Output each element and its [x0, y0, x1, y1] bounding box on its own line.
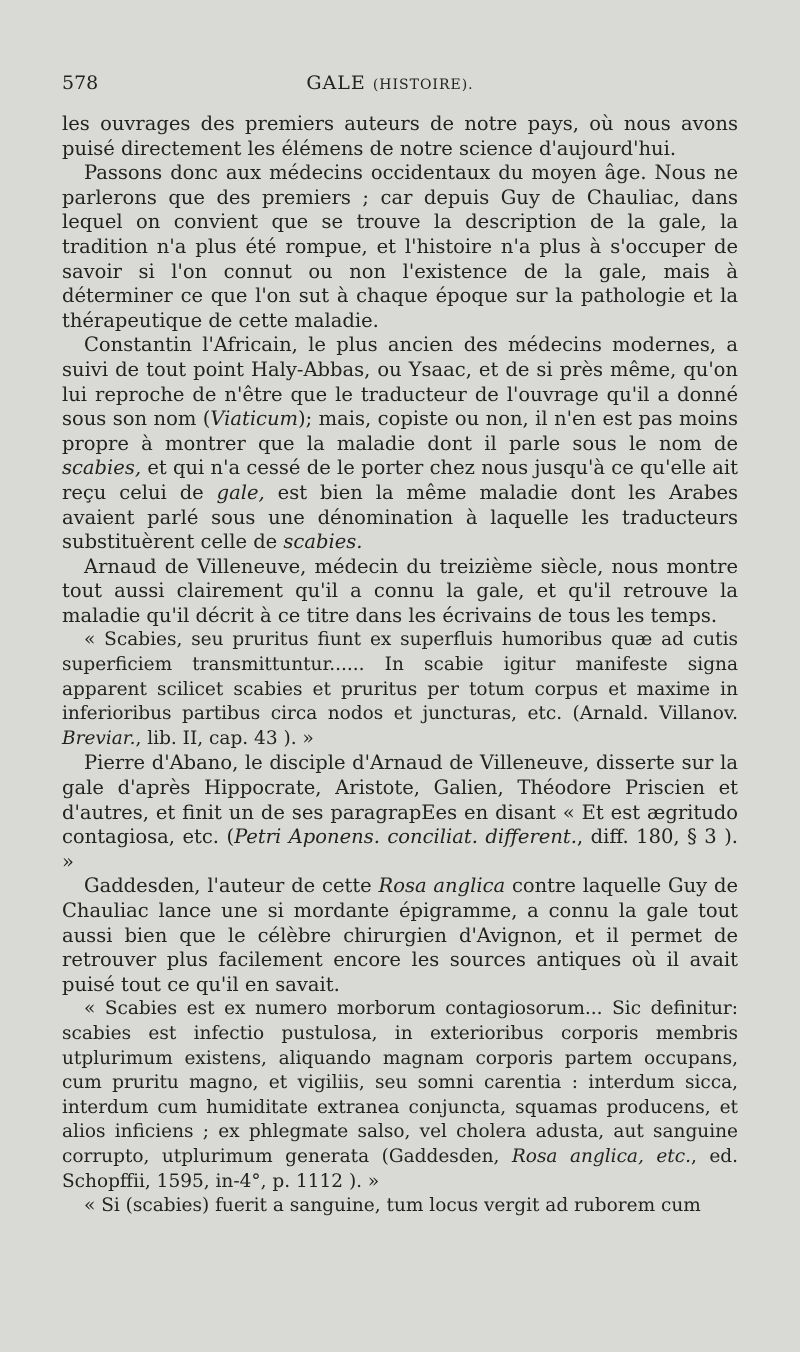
paragraph-7: [62, 874, 738, 997]
paragraph-3-e: et qui n'a cessé de le porter chez nous jusqu'à ce qu'elle ait reçu celui de: [62, 456, 738, 504]
paragraph-3-scabies-end: scabies.: [283, 530, 363, 554]
paragraph-7-rosa-anglica: Rosa anglica: [378, 874, 506, 898]
page-number: 578: [62, 72, 99, 94]
paragraph-6-a: Pierre d'Abano, le disciple d'Arnaud de Villeneuve, disserte sur la gale d'après Hippocrate, Aristote, Galien, Théodore Priscien et d'autres, et finit un de ses paragrapEes en disant « Et est ægritudo contagiosa, etc. (: [62, 751, 738, 849]
paragraph-3-gale: gale,: [216, 480, 265, 504]
paragraph-1: les ouvrages des premiers auteurs de notre pays, où nous avons puisé directement les élémens de notre science d'aujourd'hui.: [62, 112, 738, 160]
paragraph-7-c: contre laquelle Guy de Chauliac lance une si mordante épigramme, a connu la gale tout aussi bien que le célèbre chirurgien d'Avignon, et il permet de retrouver plus facilement encore les sources antiques où il avait puisé tout ce qu'il en savait.: [62, 874, 738, 996]
paragraph-6-citation: Petri Aponens. conciliat. different.: [234, 825, 577, 849]
quote-gaddesden-title: Rosa anglica, etc.: [511, 1145, 691, 1167]
quote-gaddesden-a: « Scabies est ex numero morborum contagiosorum... Sic definitur: scabies est infectio pustulosa, in exterioribus corporis membris utplurimum existens, aliquando magnam corporis partem occupans, cum pruritu magno, et vigiliis, seu somni carentia : interdum sicca, interdum cum humiditate extranea conjuncta, squamas producens, et alios inficiens ; ex phlegmate salso, vel cholera adusta, aut sanguine corrupto, utplurimum generata (Gaddesden,: [62, 998, 738, 1167]
running-title: [122, 72, 738, 94]
paragraph-3-a: Constantin l'Africain, le plus ancien des médecins modernes, a suivi de tout point Haly-Abbas, ou Ysaac, et de si près même, qu'on lui reproche de n'être que le traducteur de l'ouvrage qu'il a donné sous son nom (: [62, 333, 738, 431]
paragraph-6: [62, 751, 738, 874]
quote-villanova-a: « Scabies, seu pruritus fiunt ex superfluis humoribus quæ ad cutis superficiem transmittuntur...... In scabie igitur manifeste signa apparent scilicet scabies et pruritus per totum corpus et maxime in inferioribus partibus circa nodos et juncturas, etc. (Arnald. Villanov.: [62, 629, 738, 725]
quote-villanova-c: , lib. II, cap. 43 ). »: [135, 727, 314, 749]
quote-gaddesden-c: , ed. Schopffii, 1595, in-4°, p. 1112 ). »: [62, 1145, 739, 1192]
paragraph-3-g: est bien la même maladie dont les Arabes avaient parlé sous une dénomination à laquelle les traducteurs substituèrent celle de: [62, 480, 739, 554]
paragraph-7-a: Gaddesden, l'auteur de cette: [84, 874, 379, 898]
paragraph-4: Arnaud de Villeneuve, médecin du treizième siècle, nous montre tout aussi clairement qu'il a connu la gale, et qu'il retrouve la maladie qu'il décrit à ce titre dans les écrivains de tous les temps.: [62, 554, 738, 627]
quote-si-scabies: « Si (scabies) fuerit a sanguine, tum locus vergit ad ruborem cum: [84, 1195, 701, 1217]
quote-gaddesden: [62, 997, 738, 1194]
paragraph-6-c: , diff. 180, § 3 ). »: [62, 825, 739, 873]
running-title-sub: (HISTOIRE).: [372, 77, 474, 93]
running-title-main: GALE: [306, 72, 366, 94]
quote-villanova: [62, 628, 738, 751]
quote-villanova-breviar: Breviar.: [62, 727, 136, 749]
paragraph-3-scabies: scabies,: [62, 456, 142, 480]
running-header: [62, 72, 738, 108]
paragraph-2: Passons donc aux médecins occidentaux du moyen âge. Nous ne parlerons que des premiers ; car depuis Guy de Chauliac, dans lequel on convient que se trouve la description de la gale, la tradition n'a plus été rompue, et l'histoire n'a plus à s'occuper de savoir si l'on connut ou non l'existence de la gale, mais à déterminer ce que l'on sut à chaque époque sur la pathologie et la thérapeutique de cette maladie.: [62, 161, 738, 332]
paragraph-3-viaticum: Viaticum: [210, 407, 299, 431]
paragraph-3: [62, 333, 738, 554]
paragraph-3-c: ); mais, copiste ou non, il n'en est pas moins propre à montrer que la maladie dont il parle sous le nom de: [62, 407, 738, 455]
page-body: [62, 112, 738, 1219]
